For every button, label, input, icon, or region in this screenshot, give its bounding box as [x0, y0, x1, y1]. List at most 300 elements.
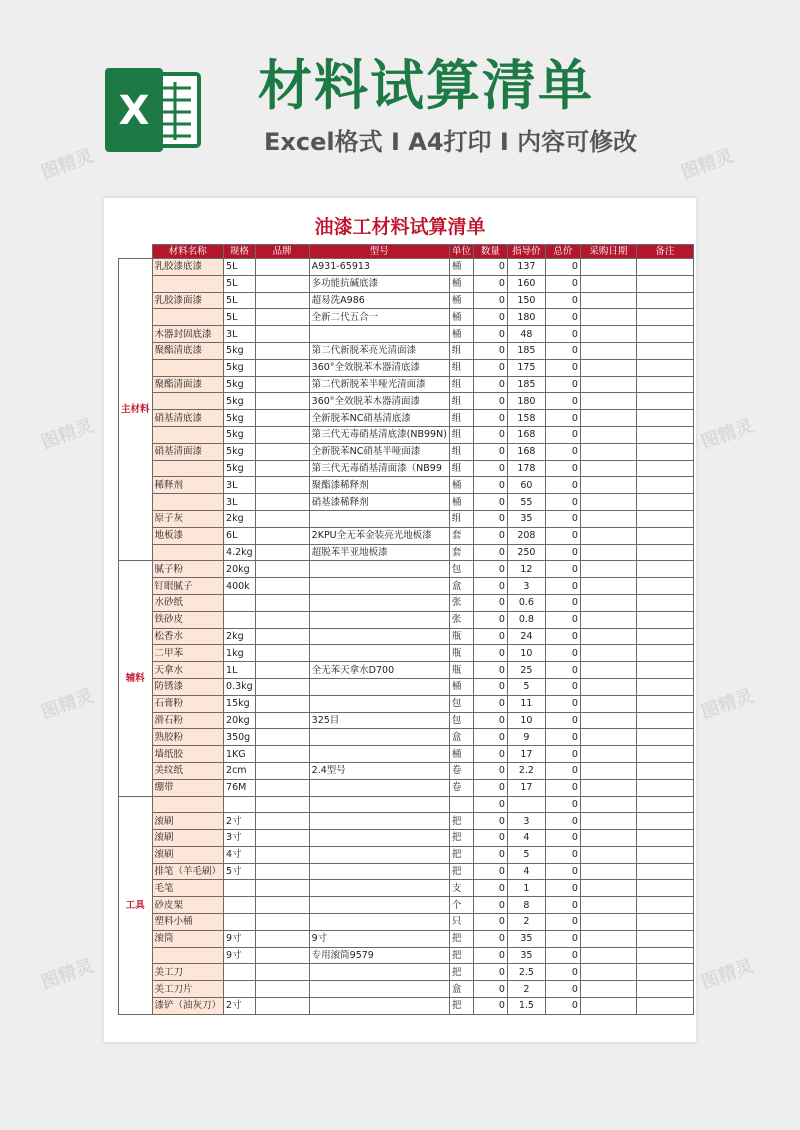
- cell-total[interactable]: 0: [545, 662, 580, 679]
- cell-unit[interactable]: 盒: [449, 981, 473, 998]
- cell-note[interactable]: [636, 645, 693, 662]
- cell-spec[interactable]: 20kg: [224, 712, 256, 729]
- cell-model[interactable]: 全新二代五合一: [309, 309, 449, 326]
- cell-model[interactable]: 第二代新脱苯亮光清面漆: [309, 342, 449, 359]
- cell-unit[interactable]: 组: [449, 342, 473, 359]
- cell-total[interactable]: 0: [545, 729, 580, 746]
- cell-total[interactable]: 0: [545, 426, 580, 443]
- cell-date[interactable]: [580, 393, 636, 410]
- cell-qty[interactable]: 0: [473, 796, 507, 813]
- cell-note[interactable]: [636, 611, 693, 628]
- cell-price[interactable]: 9: [507, 729, 545, 746]
- cell-model[interactable]: 第三代无毒硝基清底漆(NB99N): [309, 426, 449, 443]
- cell-spec[interactable]: 2kg: [224, 628, 256, 645]
- cell-unit[interactable]: 桶: [449, 678, 473, 695]
- cell-unit[interactable]: 把: [449, 813, 473, 830]
- cell-note[interactable]: [636, 292, 693, 309]
- cell-date[interactable]: [580, 259, 636, 276]
- cell-model[interactable]: [309, 594, 449, 611]
- cell-spec[interactable]: 0.3kg: [224, 678, 256, 695]
- cell-price[interactable]: 4: [507, 830, 545, 847]
- cell-price[interactable]: 178: [507, 460, 545, 477]
- cell-qty[interactable]: 0: [473, 393, 507, 410]
- cell-date[interactable]: [580, 846, 636, 863]
- cell-model[interactable]: 第二代新脱苯半哑光清面漆: [309, 376, 449, 393]
- cell-brand[interactable]: [255, 477, 309, 494]
- cell-total[interactable]: 0: [545, 326, 580, 343]
- cell-brand[interactable]: [255, 746, 309, 763]
- cell-name[interactable]: 毛笔: [152, 880, 224, 897]
- cell-name[interactable]: 美纹纸: [152, 762, 224, 779]
- cell-price[interactable]: 4: [507, 863, 545, 880]
- cell-model[interactable]: [309, 645, 449, 662]
- cell-qty[interactable]: 0: [473, 359, 507, 376]
- cell-model[interactable]: [309, 796, 449, 813]
- cell-brand[interactable]: [255, 292, 309, 309]
- cell-note[interactable]: [636, 578, 693, 595]
- cell-note[interactable]: [636, 830, 693, 847]
- cell-price[interactable]: 24: [507, 628, 545, 645]
- cell-price[interactable]: 158: [507, 410, 545, 427]
- cell-qty[interactable]: 0: [473, 863, 507, 880]
- cell-model[interactable]: [309, 779, 449, 796]
- cell-total[interactable]: 0: [545, 309, 580, 326]
- cell-note[interactable]: [636, 678, 693, 695]
- cell-brand[interactable]: [255, 628, 309, 645]
- cell-spec[interactable]: 5L: [224, 275, 256, 292]
- cell-date[interactable]: [580, 981, 636, 998]
- cell-total[interactable]: 0: [545, 813, 580, 830]
- cell-price[interactable]: 208: [507, 527, 545, 544]
- cell-qty[interactable]: 0: [473, 729, 507, 746]
- cell-spec[interactable]: 76M: [224, 779, 256, 796]
- cell-total[interactable]: 0: [545, 846, 580, 863]
- cell-qty[interactable]: 0: [473, 410, 507, 427]
- cell-qty[interactable]: 0: [473, 292, 507, 309]
- cell-model[interactable]: 硝基漆稀释剂: [309, 494, 449, 511]
- cell-spec[interactable]: 2kg: [224, 510, 256, 527]
- cell-brand[interactable]: [255, 712, 309, 729]
- cell-spec[interactable]: 5L: [224, 259, 256, 276]
- cell-unit[interactable]: 组: [449, 376, 473, 393]
- cell-date[interactable]: [580, 628, 636, 645]
- cell-unit[interactable]: 瓶: [449, 662, 473, 679]
- cell-brand[interactable]: [255, 510, 309, 527]
- cell-note[interactable]: [636, 981, 693, 998]
- cell-model[interactable]: 超脱苯半亚地板漆: [309, 544, 449, 561]
- cell-spec[interactable]: 1KG: [224, 746, 256, 763]
- cell-model[interactable]: 360°全效脱苯木器清底漆: [309, 359, 449, 376]
- cell-note[interactable]: [636, 846, 693, 863]
- cell-price[interactable]: 60: [507, 477, 545, 494]
- cell-brand[interactable]: [255, 326, 309, 343]
- cell-spec[interactable]: 3L: [224, 326, 256, 343]
- cell-date[interactable]: [580, 964, 636, 981]
- cell-spec[interactable]: 400k: [224, 578, 256, 595]
- cell-price[interactable]: 168: [507, 443, 545, 460]
- cell-date[interactable]: [580, 426, 636, 443]
- cell-note[interactable]: [636, 561, 693, 578]
- cell-qty[interactable]: 0: [473, 846, 507, 863]
- cell-total[interactable]: 0: [545, 964, 580, 981]
- cell-brand[interactable]: [255, 880, 309, 897]
- cell-brand[interactable]: [255, 393, 309, 410]
- cell-brand[interactable]: [255, 594, 309, 611]
- cell-model[interactable]: [309, 914, 449, 931]
- cell-brand[interactable]: [255, 830, 309, 847]
- cell-name[interactable]: 砂皮架: [152, 897, 224, 914]
- cell-name[interactable]: 乳胶漆面漆: [152, 292, 224, 309]
- cell-price[interactable]: 5: [507, 678, 545, 695]
- cell-price[interactable]: 0.8: [507, 611, 545, 628]
- cell-brand[interactable]: [255, 578, 309, 595]
- cell-qty[interactable]: 0: [473, 762, 507, 779]
- cell-brand[interactable]: [255, 645, 309, 662]
- cell-note[interactable]: [636, 947, 693, 964]
- cell-total[interactable]: 0: [545, 947, 580, 964]
- cell-price[interactable]: 160: [507, 275, 545, 292]
- cell-model[interactable]: [309, 846, 449, 863]
- cell-qty[interactable]: 0: [473, 662, 507, 679]
- cell-price[interactable]: 1.5: [507, 998, 545, 1015]
- cell-note[interactable]: [636, 460, 693, 477]
- cell-total[interactable]: 0: [545, 359, 580, 376]
- cell-total[interactable]: 0: [545, 510, 580, 527]
- cell-qty[interactable]: 0: [473, 326, 507, 343]
- cell-date[interactable]: [580, 326, 636, 343]
- cell-total[interactable]: 0: [545, 410, 580, 427]
- cell-brand[interactable]: [255, 930, 309, 947]
- cell-price[interactable]: 17: [507, 779, 545, 796]
- cell-brand[interactable]: [255, 846, 309, 863]
- cell-unit[interactable]: 把: [449, 830, 473, 847]
- cell-price[interactable]: 17: [507, 746, 545, 763]
- cell-note[interactable]: [636, 628, 693, 645]
- cell-qty[interactable]: 0: [473, 611, 507, 628]
- cell-model[interactable]: [309, 830, 449, 847]
- cell-unit[interactable]: 卷: [449, 779, 473, 796]
- cell-spec[interactable]: 2寸: [224, 998, 256, 1015]
- cell-name[interactable]: 铁砂皮: [152, 611, 224, 628]
- cell-total[interactable]: 0: [545, 746, 580, 763]
- cell-name[interactable]: 防锈漆: [152, 678, 224, 695]
- cell-qty[interactable]: 0: [473, 259, 507, 276]
- cell-model[interactable]: [309, 611, 449, 628]
- cell-price[interactable]: 55: [507, 494, 545, 511]
- cell-note[interactable]: [636, 662, 693, 679]
- cell-date[interactable]: [580, 662, 636, 679]
- cell-date[interactable]: [580, 594, 636, 611]
- cell-note[interactable]: [636, 695, 693, 712]
- cell-name[interactable]: [152, 359, 224, 376]
- cell-model[interactable]: [309, 326, 449, 343]
- cell-note[interactable]: [636, 964, 693, 981]
- cell-spec[interactable]: 1L: [224, 662, 256, 679]
- cell-name[interactable]: 地板漆: [152, 527, 224, 544]
- cell-date[interactable]: [580, 746, 636, 763]
- cell-date[interactable]: [580, 275, 636, 292]
- cell-spec[interactable]: 5kg: [224, 393, 256, 410]
- cell-unit[interactable]: 支: [449, 880, 473, 897]
- cell-model[interactable]: 325目: [309, 712, 449, 729]
- cell-total[interactable]: 0: [545, 376, 580, 393]
- cell-note[interactable]: [636, 594, 693, 611]
- cell-name[interactable]: 滚刷: [152, 813, 224, 830]
- cell-unit[interactable]: 把: [449, 846, 473, 863]
- cell-unit[interactable]: 组: [449, 443, 473, 460]
- cell-model[interactable]: [309, 998, 449, 1015]
- cell-unit[interactable]: [449, 796, 473, 813]
- cell-qty[interactable]: 0: [473, 426, 507, 443]
- cell-note[interactable]: [636, 426, 693, 443]
- cell-total[interactable]: 0: [545, 494, 580, 511]
- cell-spec[interactable]: 5kg: [224, 359, 256, 376]
- cell-spec[interactable]: 3L: [224, 477, 256, 494]
- cell-note[interactable]: [636, 359, 693, 376]
- cell-name[interactable]: 滚筒: [152, 930, 224, 947]
- cell-date[interactable]: [580, 947, 636, 964]
- cell-price[interactable]: 25: [507, 662, 545, 679]
- cell-qty[interactable]: 0: [473, 930, 507, 947]
- cell-date[interactable]: [580, 342, 636, 359]
- cell-qty[interactable]: 0: [473, 964, 507, 981]
- cell-name[interactable]: [152, 544, 224, 561]
- cell-date[interactable]: [580, 611, 636, 628]
- cell-note[interactable]: [636, 998, 693, 1015]
- cell-brand[interactable]: [255, 796, 309, 813]
- cell-name[interactable]: 聚酯清面漆: [152, 376, 224, 393]
- cell-date[interactable]: [580, 510, 636, 527]
- cell-brand[interactable]: [255, 527, 309, 544]
- cell-total[interactable]: 0: [545, 275, 580, 292]
- cell-total[interactable]: 0: [545, 779, 580, 796]
- cell-note[interactable]: [636, 729, 693, 746]
- cell-spec[interactable]: 9寸: [224, 947, 256, 964]
- cell-unit[interactable]: 桶: [449, 292, 473, 309]
- cell-brand[interactable]: [255, 561, 309, 578]
- cell-date[interactable]: [580, 796, 636, 813]
- cell-unit[interactable]: 包: [449, 561, 473, 578]
- cell-total[interactable]: 0: [545, 544, 580, 561]
- cell-qty[interactable]: 0: [473, 712, 507, 729]
- cell-note[interactable]: [636, 813, 693, 830]
- cell-brand[interactable]: [255, 729, 309, 746]
- cell-qty[interactable]: 0: [473, 779, 507, 796]
- cell-note[interactable]: [636, 527, 693, 544]
- cell-unit[interactable]: 桶: [449, 746, 473, 763]
- cell-spec[interactable]: [224, 594, 256, 611]
- cell-date[interactable]: [580, 494, 636, 511]
- cell-qty[interactable]: 0: [473, 594, 507, 611]
- cell-price[interactable]: 250: [507, 544, 545, 561]
- cell-total[interactable]: 0: [545, 830, 580, 847]
- cell-total[interactable]: 0: [545, 393, 580, 410]
- cell-spec[interactable]: 3寸: [224, 830, 256, 847]
- cell-spec[interactable]: [224, 897, 256, 914]
- cell-total[interactable]: 0: [545, 678, 580, 695]
- cell-date[interactable]: [580, 359, 636, 376]
- cell-total[interactable]: 0: [545, 527, 580, 544]
- cell-date[interactable]: [580, 729, 636, 746]
- cell-model[interactable]: [309, 628, 449, 645]
- cell-name[interactable]: 腻子粉: [152, 561, 224, 578]
- cell-spec[interactable]: [224, 796, 256, 813]
- cell-qty[interactable]: 0: [473, 813, 507, 830]
- cell-model[interactable]: [309, 981, 449, 998]
- cell-name[interactable]: 墙纸胶: [152, 746, 224, 763]
- cell-name[interactable]: 二甲苯: [152, 645, 224, 662]
- cell-qty[interactable]: 0: [473, 746, 507, 763]
- cell-note[interactable]: [636, 779, 693, 796]
- cell-spec[interactable]: 5kg: [224, 426, 256, 443]
- cell-spec[interactable]: 5L: [224, 309, 256, 326]
- cell-total[interactable]: 0: [545, 292, 580, 309]
- cell-brand[interactable]: [255, 359, 309, 376]
- cell-name[interactable]: 乳胶漆底漆: [152, 259, 224, 276]
- cell-name[interactable]: 原子灰: [152, 510, 224, 527]
- cell-unit[interactable]: 张: [449, 611, 473, 628]
- cell-unit[interactable]: 桶: [449, 494, 473, 511]
- cell-date[interactable]: [580, 880, 636, 897]
- cell-total[interactable]: 0: [545, 880, 580, 897]
- cell-price[interactable]: 35: [507, 510, 545, 527]
- cell-date[interactable]: [580, 998, 636, 1015]
- cell-brand[interactable]: [255, 813, 309, 830]
- cell-date[interactable]: [580, 712, 636, 729]
- cell-brand[interactable]: [255, 947, 309, 964]
- cell-price[interactable]: 35: [507, 930, 545, 947]
- cell-unit[interactable]: 张: [449, 594, 473, 611]
- cell-price[interactable]: 2.5: [507, 964, 545, 981]
- cell-total[interactable]: 0: [545, 930, 580, 947]
- cell-qty[interactable]: 0: [473, 981, 507, 998]
- cell-note[interactable]: [636, 443, 693, 460]
- cell-date[interactable]: [580, 914, 636, 931]
- cell-price[interactable]: 137: [507, 259, 545, 276]
- cell-note[interactable]: [636, 746, 693, 763]
- cell-spec[interactable]: 5kg: [224, 460, 256, 477]
- cell-total[interactable]: 0: [545, 998, 580, 1015]
- cell-name[interactable]: 硝基清底漆: [152, 410, 224, 427]
- cell-spec[interactable]: 2寸: [224, 813, 256, 830]
- cell-model[interactable]: [309, 964, 449, 981]
- cell-note[interactable]: [636, 309, 693, 326]
- cell-unit[interactable]: 把: [449, 964, 473, 981]
- cell-note[interactable]: [636, 275, 693, 292]
- cell-brand[interactable]: [255, 762, 309, 779]
- cell-name[interactable]: 熟胶粉: [152, 729, 224, 746]
- cell-qty[interactable]: 0: [473, 578, 507, 595]
- cell-name[interactable]: 松香水: [152, 628, 224, 645]
- cell-unit[interactable]: 瓶: [449, 645, 473, 662]
- cell-price[interactable]: 8: [507, 897, 545, 914]
- cell-qty[interactable]: 0: [473, 947, 507, 964]
- cell-total[interactable]: 0: [545, 460, 580, 477]
- cell-qty[interactable]: 0: [473, 510, 507, 527]
- cell-unit[interactable]: 组: [449, 510, 473, 527]
- cell-date[interactable]: [580, 443, 636, 460]
- cell-total[interactable]: 0: [545, 712, 580, 729]
- cell-date[interactable]: [580, 830, 636, 847]
- cell-name[interactable]: 天拿水: [152, 662, 224, 679]
- cell-total[interactable]: 0: [545, 914, 580, 931]
- cell-name[interactable]: 滑石粉: [152, 712, 224, 729]
- cell-brand[interactable]: [255, 981, 309, 998]
- cell-unit[interactable]: 组: [449, 393, 473, 410]
- cell-qty[interactable]: 0: [473, 561, 507, 578]
- cell-name[interactable]: 钉眼腻子: [152, 578, 224, 595]
- cell-note[interactable]: [636, 393, 693, 410]
- cell-model[interactable]: [309, 578, 449, 595]
- cell-unit[interactable]: 个: [449, 897, 473, 914]
- cell-note[interactable]: [636, 494, 693, 511]
- cell-brand[interactable]: [255, 863, 309, 880]
- cell-unit[interactable]: 桶: [449, 259, 473, 276]
- cell-qty[interactable]: 0: [473, 628, 507, 645]
- cell-price[interactable]: 35: [507, 947, 545, 964]
- cell-price[interactable]: [507, 796, 545, 813]
- cell-model[interactable]: 9寸: [309, 930, 449, 947]
- cell-date[interactable]: [580, 813, 636, 830]
- cell-name[interactable]: [152, 275, 224, 292]
- cell-total[interactable]: 0: [545, 762, 580, 779]
- cell-price[interactable]: 150: [507, 292, 545, 309]
- cell-model[interactable]: 专用滚筒9579: [309, 947, 449, 964]
- cell-total[interactable]: 0: [545, 477, 580, 494]
- cell-price[interactable]: 0.6: [507, 594, 545, 611]
- cell-date[interactable]: [580, 477, 636, 494]
- cell-price[interactable]: 2: [507, 914, 545, 931]
- cell-model[interactable]: 第三代无毒硝基清面漆（NB99: [309, 460, 449, 477]
- cell-name[interactable]: 塑料小桶: [152, 914, 224, 931]
- cell-model[interactable]: [309, 880, 449, 897]
- cell-brand[interactable]: [255, 998, 309, 1015]
- cell-brand[interactable]: [255, 779, 309, 796]
- cell-spec[interactable]: [224, 914, 256, 931]
- cell-spec[interactable]: 350g: [224, 729, 256, 746]
- cell-brand[interactable]: [255, 914, 309, 931]
- cell-qty[interactable]: 0: [473, 460, 507, 477]
- cell-brand[interactable]: [255, 309, 309, 326]
- cell-spec[interactable]: 5kg: [224, 410, 256, 427]
- cell-total[interactable]: 0: [545, 578, 580, 595]
- cell-name[interactable]: [152, 796, 224, 813]
- cell-total[interactable]: 0: [545, 443, 580, 460]
- cell-qty[interactable]: 0: [473, 275, 507, 292]
- cell-total[interactable]: 0: [545, 259, 580, 276]
- cell-price[interactable]: 10: [507, 712, 545, 729]
- cell-qty[interactable]: 0: [473, 477, 507, 494]
- cell-name[interactable]: [152, 460, 224, 477]
- cell-model[interactable]: 全新脱苯NC硝基清底漆: [309, 410, 449, 427]
- cell-note[interactable]: [636, 477, 693, 494]
- cell-brand[interactable]: [255, 443, 309, 460]
- cell-name[interactable]: 排笔（羊毛刷）: [152, 863, 224, 880]
- cell-unit[interactable]: 瓶: [449, 628, 473, 645]
- cell-unit[interactable]: 桶: [449, 275, 473, 292]
- cell-unit[interactable]: 组: [449, 460, 473, 477]
- cell-note[interactable]: [636, 510, 693, 527]
- cell-unit[interactable]: 桶: [449, 326, 473, 343]
- cell-note[interactable]: [636, 880, 693, 897]
- cell-brand[interactable]: [255, 897, 309, 914]
- cell-total[interactable]: 0: [545, 611, 580, 628]
- cell-brand[interactable]: [255, 376, 309, 393]
- cell-qty[interactable]: 0: [473, 376, 507, 393]
- cell-name[interactable]: 聚酯清底漆: [152, 342, 224, 359]
- cell-total[interactable]: 0: [545, 561, 580, 578]
- cell-date[interactable]: [580, 376, 636, 393]
